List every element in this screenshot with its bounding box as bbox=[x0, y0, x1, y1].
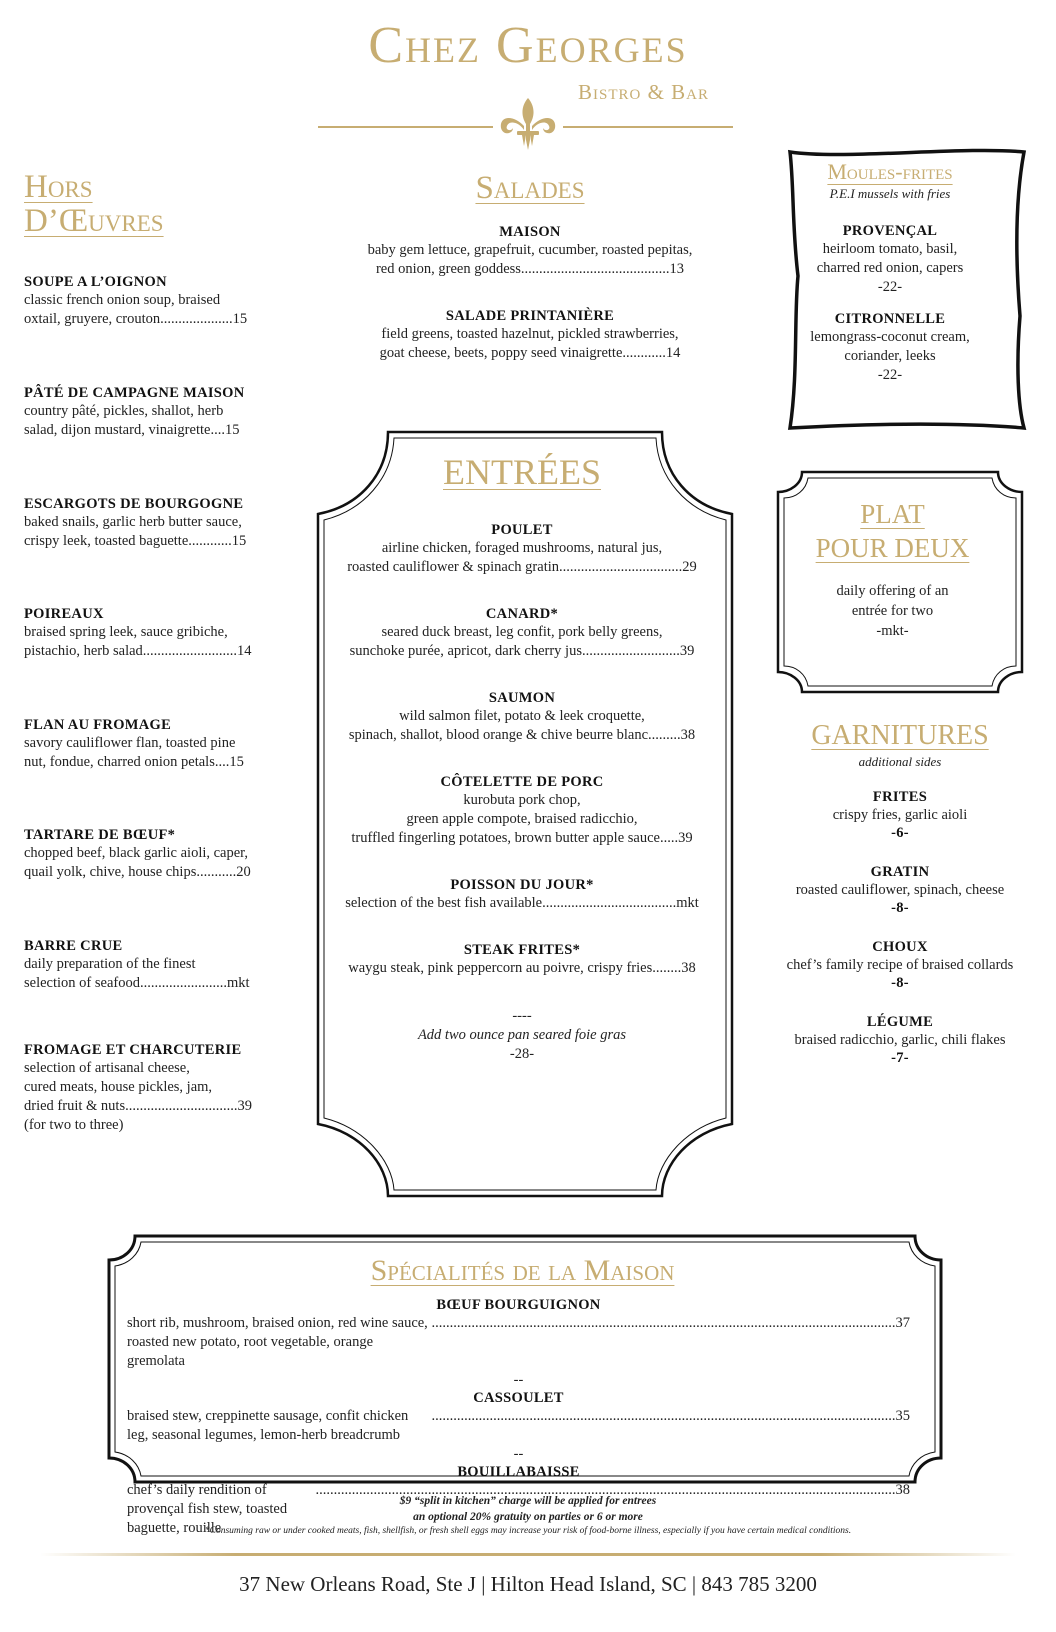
item-desc: sunchoke purée, apricot, dark cherry jus...........................39 bbox=[349, 643, 695, 659]
item-name: LÉGUME bbox=[866, 1014, 934, 1030]
moules-frites-section bbox=[775, 160, 1005, 385]
moules-title: Moules-frites bbox=[827, 159, 953, 184]
item-name: ESCARGOTS DE BOURGOGNE bbox=[24, 496, 244, 512]
item-desc: truffled fingerling potatoes, brown butter apple sauce.....39 bbox=[351, 830, 693, 846]
list-item bbox=[322, 522, 722, 577]
hors-title-line2: D’Œuvres bbox=[24, 203, 164, 239]
entrees-divider: ---- bbox=[512, 1008, 532, 1024]
plat-title-line1: PLAT bbox=[860, 499, 925, 529]
foie-gras-price: -28- bbox=[509, 1046, 535, 1062]
hors-doeuvres-section bbox=[24, 170, 274, 238]
item-price: -22- bbox=[877, 279, 903, 295]
list-item bbox=[320, 224, 740, 279]
leader-dots: ................................................................................................................................ bbox=[431, 1408, 896, 1424]
item-desc: braised stew, creppinette sausage, confit chicken leg, seasonal legumes, lemon-herb breadcrumb bbox=[127, 1408, 409, 1443]
list-item bbox=[24, 496, 274, 551]
item-desc: baby gem lettuce, grapefruit, cucumber, roasted pepitas, bbox=[367, 242, 693, 258]
list-item bbox=[322, 606, 722, 661]
restaurant-subtitle: Bistro & Bar bbox=[578, 80, 710, 104]
item-name: MAISON bbox=[499, 224, 561, 240]
item-desc: braised spring leek, sauce gribiche, bbox=[24, 624, 228, 640]
list-item bbox=[770, 1014, 1030, 1067]
item-desc: green apple compote, braised radicchio, bbox=[406, 811, 638, 827]
list-item bbox=[24, 938, 274, 993]
item-name: FLAN AU FROMAGE bbox=[24, 717, 172, 733]
item-line bbox=[127, 1407, 910, 1445]
item-price: 35 bbox=[895, 1408, 910, 1424]
item-desc: classic french onion soup, braised bbox=[24, 292, 221, 308]
garnitures-section bbox=[770, 720, 1030, 1067]
item-name: POULET bbox=[491, 522, 553, 538]
item-name: PÂTÉ DE CAMPAGNE MAISON bbox=[24, 385, 245, 401]
item-desc: dried fruit & nuts...............................39 bbox=[24, 1098, 252, 1114]
list-item bbox=[320, 308, 740, 363]
item-desc: wild salmon filet, potato & leek croquette, bbox=[399, 708, 645, 724]
item-name: FROMAGE ET CHARCUTERIE bbox=[24, 1042, 242, 1058]
item-name: TARTARE DE BŒUF* bbox=[24, 827, 176, 843]
list-item bbox=[322, 774, 722, 848]
hors-title-line1: Hors bbox=[24, 169, 93, 205]
leader-dots: ................................................................................................................................ bbox=[431, 1315, 896, 1331]
list-item bbox=[322, 690, 722, 745]
list-item bbox=[24, 385, 274, 440]
item-desc: roasted cauliflower, spinach, cheese bbox=[795, 882, 1005, 898]
item-name: CASSOULET bbox=[473, 1390, 564, 1406]
item-name: BŒUF BOURGUIGNON bbox=[436, 1297, 601, 1313]
notes bbox=[0, 1493, 1056, 1538]
item-name: SAUMON bbox=[488, 690, 556, 706]
list-item bbox=[322, 877, 722, 913]
item-desc: quail yolk, chive, house chips...........20 bbox=[24, 864, 251, 880]
restaurant-name: Chez Georges bbox=[368, 17, 688, 74]
list-item bbox=[24, 274, 274, 329]
specialites-title: Spécialités de la Maison bbox=[370, 1254, 675, 1287]
item-desc: selection of the best fish available.....................................mkt bbox=[345, 895, 699, 911]
item-name: GRATIN bbox=[870, 864, 930, 880]
item-desc: nut, fondue, charred onion petals....15 bbox=[24, 754, 244, 770]
salades-title: Salades bbox=[475, 170, 585, 206]
item-name: BOUILLABAISSE bbox=[457, 1464, 580, 1480]
item-desc: chef’s family recipe of braised collards bbox=[786, 957, 1014, 973]
list-item bbox=[770, 864, 1030, 917]
item-name: BARRE CRUE bbox=[24, 938, 123, 954]
list-item bbox=[770, 789, 1030, 842]
item-desc: baked snails, garlic herb butter sauce, bbox=[24, 514, 242, 530]
item-desc: crispy leek, toasted baguette............15 bbox=[24, 533, 247, 549]
item-desc: pistachio, herb salad..........................14 bbox=[24, 643, 252, 659]
item-price: -6- bbox=[891, 825, 909, 841]
item-desc: savory cauliflower flan, toasted pine bbox=[24, 735, 236, 751]
item-price: 38 bbox=[895, 1482, 910, 1498]
item-name: POIREAUX bbox=[24, 606, 104, 622]
item-price: -8- bbox=[891, 975, 909, 991]
item-desc: selection of artisanal cheese, bbox=[24, 1060, 190, 1076]
specialites-divider: -- bbox=[513, 1446, 524, 1462]
list-item bbox=[775, 311, 1005, 385]
item-desc: lemongrass-coconut cream, bbox=[810, 329, 970, 345]
specialites-divider: -- bbox=[513, 1372, 524, 1388]
item-desc: spinach, shallot, blood orange & chive beurre blanc.........38 bbox=[348, 727, 696, 743]
plat-desc: daily offering of an bbox=[836, 583, 949, 599]
list-item bbox=[322, 942, 722, 978]
item-desc: roasted cauliflower & spinach gratin..................................29 bbox=[347, 559, 697, 575]
list-item bbox=[24, 717, 274, 772]
specialites-section bbox=[105, 1205, 940, 1538]
list-item bbox=[24, 606, 274, 661]
plat-title-line2: POUR DEUX bbox=[815, 533, 970, 563]
item-desc: cured meats, house pickles, jam, bbox=[24, 1079, 213, 1095]
entrees-title: ENTRÉES bbox=[443, 452, 601, 492]
foie-gras-addon: Add two ounce pan seared foie gras bbox=[417, 1027, 627, 1043]
item-desc: charred red onion, capers bbox=[816, 260, 964, 276]
garnitures-title: GARNITURES bbox=[811, 720, 989, 751]
item-name: CANARD* bbox=[485, 606, 559, 622]
item-desc: short rib, mushroom, braised onion, red wine sauce, roasted new potato, root vegetable, orange gremolata bbox=[127, 1315, 428, 1369]
item-name: CITRONNELLE bbox=[834, 311, 946, 327]
entrees-section bbox=[322, 430, 722, 1064]
item-desc: salad, dijon mustard, vinaigrette....15 bbox=[24, 422, 240, 438]
brand-header bbox=[0, 17, 1056, 104]
moules-subtitle: P.E.I mussels with fries bbox=[829, 186, 951, 201]
item-name: STEAK FRITES* bbox=[463, 942, 581, 958]
item-desc: red onion, green goddess.........................................13 bbox=[375, 261, 685, 277]
split-charge-note: $9 “split in kitchen” charge will be applied for entrees bbox=[399, 1495, 657, 1507]
list-item bbox=[24, 827, 274, 882]
item-price: -8- bbox=[891, 900, 909, 916]
item-desc: goat cheese, beets, poppy seed vinaigrette............14 bbox=[379, 345, 681, 361]
list-item bbox=[127, 1297, 910, 1390]
footer-rule bbox=[40, 1553, 1016, 1556]
plat-price: -mkt- bbox=[876, 623, 909, 639]
item-desc: braised radicchio, garlic, chili flakes bbox=[794, 1032, 1006, 1048]
item-price: -7- bbox=[891, 1050, 909, 1066]
plat-pour-deux-section bbox=[770, 475, 1015, 641]
item-name: POISSON DU JOUR* bbox=[450, 877, 594, 893]
gratuity-note: an optional 20% gratuity on parties or 6 or more bbox=[413, 1511, 643, 1523]
item-desc: crispy fries, garlic aioli bbox=[832, 807, 968, 823]
item-desc: field greens, toasted hazelnut, pickled strawberries, bbox=[381, 326, 679, 342]
list-item bbox=[24, 1042, 274, 1135]
item-desc: chef’s daily rendition of provençal fish stew, toasted baguette, rouille bbox=[127, 1482, 288, 1536]
item-desc: seared duck breast, leg confit, pork belly greens, bbox=[381, 624, 663, 640]
item-desc: coriander, leeks bbox=[844, 348, 936, 364]
item-desc: daily preparation of the finest bbox=[24, 956, 196, 972]
item-line bbox=[127, 1314, 910, 1371]
header-rule-right bbox=[563, 126, 733, 128]
item-desc: country pâté, pickles, shallot, herb bbox=[24, 403, 224, 419]
item-name: SALADE PRINTANIÈRE bbox=[445, 308, 615, 324]
item-desc: heirloom tomato, basil, bbox=[822, 241, 958, 257]
item-name: FRITES bbox=[872, 789, 928, 805]
item-name: CHOUX bbox=[872, 939, 928, 955]
item-price: -22- bbox=[877, 367, 903, 383]
list-item bbox=[775, 223, 1005, 297]
footer-address: 37 New Orleans Road, Ste J | Hilton Head Island, SC | 843 785 3200 bbox=[239, 1572, 817, 1596]
list-item bbox=[770, 939, 1030, 992]
garnitures-subtitle: additional sides bbox=[858, 754, 942, 769]
item-desc: oxtail, gruyere, crouton....................15 bbox=[24, 311, 248, 327]
item-desc: airline chicken, foraged mushrooms, natural jus, bbox=[381, 540, 663, 556]
item-name: CÔTELETTE DE PORC bbox=[440, 774, 604, 790]
consumption-warning: *Consuming raw or under cooked meats, fish, shellfish, or fresh shell eggs may increase your risk of food-borne illness, especially if you have certain medical conditions. bbox=[204, 1526, 852, 1536]
header-rule-left bbox=[318, 126, 493, 128]
fleur-de-lis-icon bbox=[493, 96, 563, 152]
list-item bbox=[127, 1390, 910, 1464]
item-desc: (for two to three) bbox=[24, 1117, 124, 1133]
item-price: 37 bbox=[895, 1315, 910, 1331]
salades-section bbox=[320, 170, 740, 363]
item-desc: chopped beef, black garlic aioli, caper, bbox=[24, 845, 249, 861]
item-desc: waygu steak, pink peppercorn au poivre, crispy fries........38 bbox=[348, 960, 696, 976]
item-name: PROVENÇAL bbox=[842, 223, 938, 239]
item-desc: selection of seafood........................mkt bbox=[24, 975, 250, 991]
item-name: SOUPE A L’OIGNON bbox=[24, 274, 167, 290]
leader-dots: ................................................................................................................................................................ bbox=[315, 1482, 896, 1498]
plat-desc: entrée for two bbox=[851, 603, 934, 619]
item-desc: kurobuta pork chop, bbox=[463, 792, 581, 808]
